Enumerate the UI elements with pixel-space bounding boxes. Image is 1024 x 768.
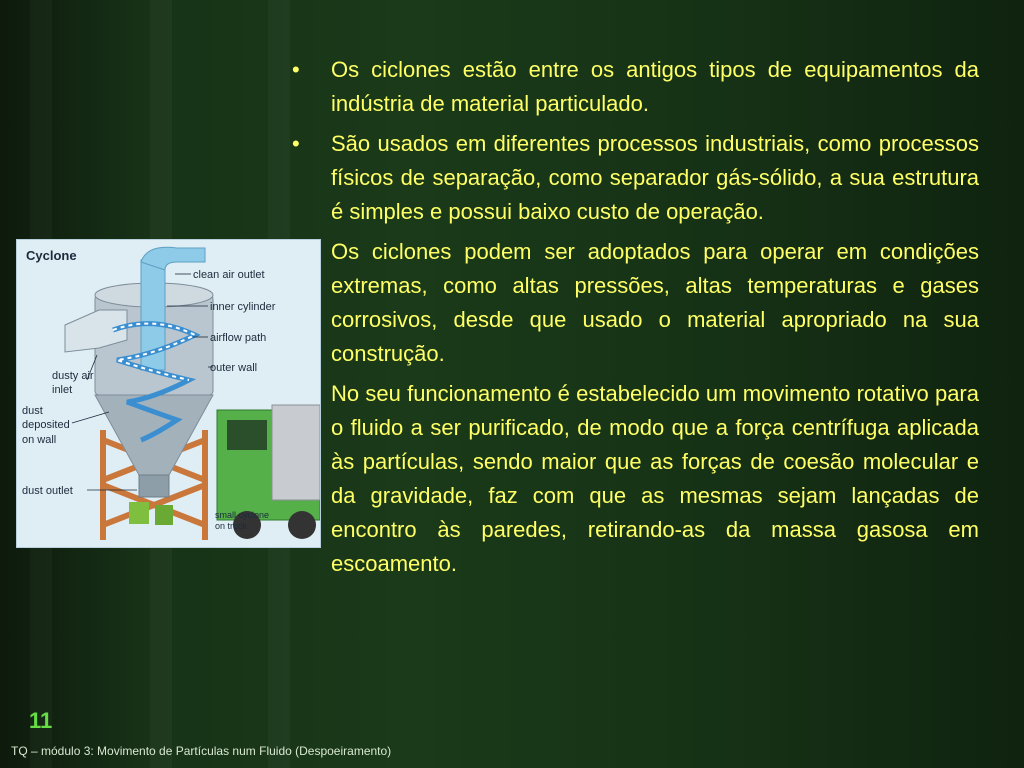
paragraph-text: Os ciclones podem ser adoptados para operar em condições extremas, como altas pressões, altas temperaturas e gases corrosivos, desde que usado o material apropriado na sua construção. — [331, 239, 979, 366]
dust-bin — [155, 505, 173, 525]
label-small-cyclone: small cyclone — [215, 510, 270, 520]
label-clean-air-outlet: clean air outlet — [193, 269, 265, 281]
figure-title: Cyclone — [26, 248, 77, 263]
dust-bin — [129, 502, 149, 524]
label-outer-wall: outer wall — [210, 362, 258, 374]
cyclone-illustration — [17, 240, 320, 547]
paragraph-text: São usados em diferentes processos industriais, como processos físicos de separação, como separador gás-sólido, a sua estrutura é simples e possui baixo custo de operação. — [331, 131, 979, 224]
label-inlet: inlet — [52, 384, 73, 396]
label-on-wall: on wall — [22, 434, 57, 446]
paragraph-text: No seu funcionamento é estabelecido um movimento rotativo para o fluido a ser purificado, de modo que a força centrífuga aplicada às partículas, sendo maior que as forças de coesão molecular e da gravidade, faz com que as mesmas sejam lançadas de encontro às paredes, retirando-as da massa gasosa em escoamento. — [331, 381, 979, 576]
label-on-truck: on truck — [215, 521, 248, 531]
dust-outlet-pipe — [139, 475, 169, 497]
paragraph-text: Os ciclones estão entre os antigos tipos de equipamentos da indústria de material particulado. — [331, 57, 979, 116]
label-airflow-path: airflow path — [210, 332, 267, 344]
label-dusty-air: dusty air — [52, 370, 94, 382]
bullet-marker: • — [292, 131, 300, 156]
label-dust: dust — [22, 405, 43, 417]
page-number: 11 — [29, 708, 53, 733]
label-inner-cylinder: inner cylinder — [210, 301, 276, 313]
label-deposited: deposited — [22, 419, 70, 431]
slide-body — [292, 53, 979, 587]
paragraph — [292, 377, 979, 581]
footer-text: TQ – módulo 3: Movimento de Partículas num Fluido (Despoeiramento) — [11, 744, 392, 758]
cyclone-diagram — [16, 239, 321, 548]
paragraph — [292, 235, 979, 371]
label-dust-outlet: dust outlet — [22, 485, 73, 497]
bullet-marker: • — [292, 57, 300, 82]
bullet-paragraph — [292, 127, 979, 229]
bullet-paragraph — [292, 53, 979, 121]
